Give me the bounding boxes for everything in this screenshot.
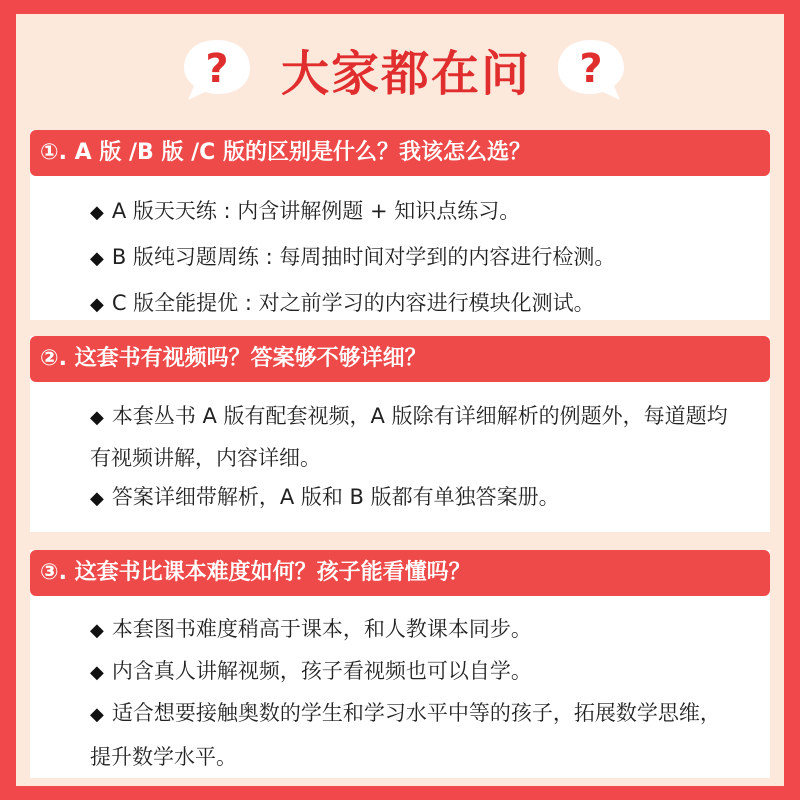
diamond-bullet-icon: ◆ — [90, 407, 104, 428]
list-item — [90, 396, 730, 478]
answer-text: C 版全能提优 : 对之前学习的内容进行模块化测试。 — [111, 291, 595, 315]
diamond-bullet-icon: ◆ — [90, 294, 104, 315]
list-item — [90, 234, 720, 280]
diamond-bullet-icon: ◆ — [90, 248, 104, 269]
question-bubble-icon — [554, 36, 628, 104]
diamond-bullet-icon: ◆ — [90, 202, 104, 223]
list-item — [90, 280, 720, 326]
answer-text: B 版纯习题周练 : 每周抽时间对学到的内容进行检测。 — [111, 245, 616, 269]
title-row — [16, 14, 784, 126]
faq-question-2: ②. 这套书有视频吗？答案够不够详细？ — [30, 336, 770, 382]
answer-text: 内含真人讲解视频，孩子看视频也可以自学。 — [111, 659, 532, 683]
faq-question-1: ①. A 版 /B 版 /C 版的区别是什么？我该怎么选？ — [30, 130, 770, 176]
faq-answer-list-1 — [30, 176, 770, 326]
diamond-bullet-icon: ◆ — [90, 662, 104, 683]
answer-text: 本套图书难度稍高于课本，和人教课本同步。 — [111, 617, 532, 641]
answer-text: A 版天天练 : 内含讲解例题 + 知识点练习。 — [111, 199, 521, 223]
svg-text:?: ? — [579, 46, 603, 92]
diamond-bullet-icon: ◆ — [90, 704, 104, 725]
list-item — [90, 608, 720, 650]
answer-text: 答案详细带解析，A 版和 B 版都有单独答案册。 — [111, 485, 560, 509]
page-title: 大家都在问 — [280, 46, 531, 102]
faq-card-1 — [30, 130, 770, 320]
question-bubble-icon — [180, 36, 254, 104]
list-item — [90, 650, 720, 692]
svg-text:?: ? — [205, 46, 229, 92]
faq-question-3: ③. 这套书比课本难度如何？孩子能看懂吗？ — [30, 550, 770, 596]
diamond-bullet-icon: ◆ — [90, 488, 104, 509]
diamond-bullet-icon: ◆ — [90, 620, 104, 641]
faq-card-2 — [30, 336, 770, 532]
page-panel — [16, 14, 784, 786]
list-item — [90, 478, 720, 516]
faq-card-3 — [30, 550, 770, 778]
list-item — [90, 692, 730, 778]
answer-text: 适合想要接触奥数的学生和学习水平中等的孩子，拓展数学思维，提升数学水平。 — [90, 701, 721, 769]
answer-text: 本套丛书 A 版有配套视频，A 版除有详细解析的例题外，每道题均有视频讲解，内容详细。 — [90, 404, 728, 470]
list-item — [90, 188, 720, 234]
faq-answer-list-2 — [30, 382, 770, 516]
faq-answer-list-3 — [30, 596, 770, 778]
